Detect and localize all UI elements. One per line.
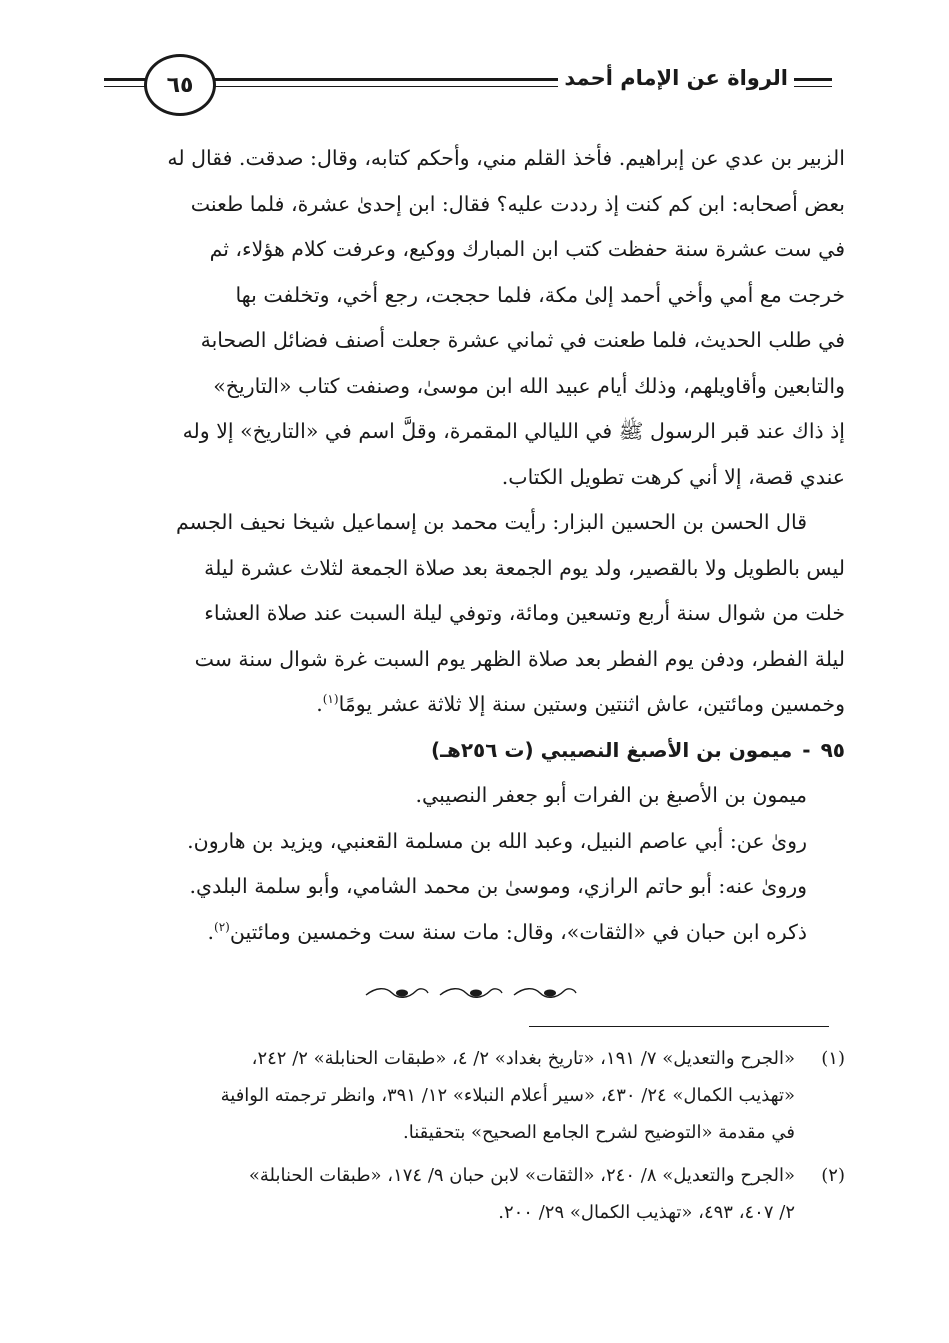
text-line: ليس بالطويل ولا بالقصير، ولد يوم الجمعة بعد صلاة الجمعة لثلاث عشرة ليلة: [204, 555, 845, 580]
text-line: روىٰ عن: أبي عاصم النبيل، وعبد الله بن مسلمة القعنبي، ويزيد بن هارون.: [187, 828, 807, 853]
text-line-content: ذكره ابن حبان في «الثقات»، وقال: مات سنة ست وخمسين ومائتين: [229, 919, 807, 944]
entry-dash: -: [802, 737, 811, 762]
footnote-1: [113, 1040, 845, 1151]
page-header: [104, 56, 832, 126]
footnote-separator: [529, 1026, 829, 1027]
footnote-line: «الجرح والتعديل» ٨/ ٢٤٠، «الثقات» لابن حبان ٩/ ١٧٤، «طبقات الحنابلة»: [248, 1165, 795, 1186]
running-title: الرواة عن الإمام أحمد: [558, 66, 794, 90]
text-line: خرجت مع أمي وأخي أحمد إلىٰ مكة، فلما حججت، رجع أخي، وتخلفت بها: [235, 282, 845, 307]
header-rule-left-top: [104, 78, 146, 81]
page-number: ٦٥: [166, 72, 194, 98]
main-text: [113, 136, 845, 955]
text-line: خلت من شوال سنة أربع وتسعين ومائة، وتوفي ليلة السبت عند صلاة العشاء: [204, 601, 845, 625]
footnote-line: «الجرح والتعديل» ٧/ ١٩١، «تاريخ بغداد» ٢/ ٤، «طبقات الحنابلة» ٢/ ٢٤٢،: [251, 1048, 795, 1069]
text-line: والتابعين وأقاويلهم، وذلك أيام عبيد الله ابن موسىٰ، وصنفت كتاب «التاريخ»: [213, 373, 845, 398]
entry-heading: [113, 728, 845, 774]
footnotes: [113, 1040, 845, 1237]
header-rule-left-bottom: [104, 86, 146, 87]
footnote-text: [113, 1157, 795, 1231]
text-line: قال الحسن بن الحسين البزار: رأيت محمد بن إسماعيل شيخا نحيف الجسم: [176, 510, 807, 534]
footnote-text: [113, 1040, 795, 1151]
footnote-ref-1: (١): [322, 692, 339, 707]
text-line: وروىٰ عنه: أبو حاتم الرازي، وموسىٰ بن محمد الشامي، وأبو سلمة البلدي.: [189, 874, 807, 898]
entry-number: ٩٥: [820, 737, 845, 762]
text-line: ليلة الفطر، ودفن يوم الفطر بعد صلاة الظهر يوم السبت غرة شوال سنة ست: [194, 646, 845, 671]
footnote-2: [113, 1157, 845, 1231]
footnote-line: «تهذيب الكمال» ٢٤/ ٤٣٠، «سير أعلام النبلاء» ١٢/ ٣٩١، وانظر ترجمته الوافية: [220, 1085, 795, 1106]
text-line-content: وخمسين ومائتين، عاش اثنتين وستين سنة إلا ثلاثة عشر يومًا: [338, 692, 845, 716]
footnote-number: (٢): [821, 1165, 845, 1186]
text-line: الزبير بن عدي عن إبراهيم. فأخذ القلم مني، وأحكم كتابه، وقال: صدقت. فقال له: [167, 146, 845, 170]
footnote-line: ٢/ ٤٠٧، ٤٩٣، «تهذيب الكمال» ٢٩/ ٢٠٠.: [498, 1202, 795, 1223]
text-line: في ست عشرة سنة حفظت كتب ابن المبارك ووكيع، وعرفت كلام هؤلاء، ثم: [209, 237, 845, 261]
floral-divider-icon: [360, 982, 584, 1004]
page-number-badge: [144, 54, 216, 116]
text-line: عندي قصة، إلا أني كرهت تطويل الكتاب.: [501, 464, 845, 489]
text-line: ذكره ابن حبان في «الثقات»، وقال: مات سنة ست وخمسين ومائتين$^{(٢)}$.: [207, 919, 807, 944]
text-line: بعض أصحابه: ابن كم كنت إذ رددت عليه؟ فقال: ابن إحدىٰ عشرة، فلما طعنت: [190, 191, 845, 216]
text-line: في طلب الحديث، فلما طعنت في ثماني عشرة جعلت أصنف فضائل الصحابة: [200, 328, 845, 352]
ornament-svg: [362, 983, 582, 1003]
text-line: وخمسين ومائتين، عاش اثنتين وستين سنة إلا ثلاثة عشر يومًا$^{(١)}$.: [316, 692, 845, 716]
text-line: إذ ذاك عند قبر الرسول ﷺ في الليالي المقمرة، وقلَّ اسم في «التاريخ» إلا وله: [182, 419, 845, 443]
footnote-line: في مقدمة «التوضيح لشرح الجامع الصحيح» بتحقيقنا.: [402, 1122, 795, 1143]
footnote-number: (١): [821, 1048, 845, 1069]
entry-title: ميمون بن الأصبغ النصيبي (ت ٢٥٦هـ): [430, 737, 793, 762]
text-line: ميمون بن الأصبغ بن الفرات أبو جعفر النصيبي.: [415, 783, 807, 807]
footnote-ref-2: (٢): [214, 919, 230, 934]
